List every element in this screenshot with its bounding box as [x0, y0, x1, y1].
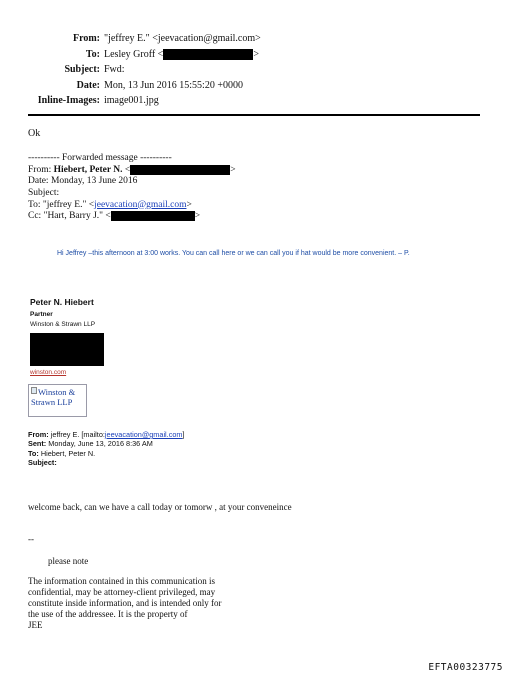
- original-from-value: jeffrey E. [mailto:: [48, 430, 105, 439]
- original-subject-label: Subject:: [28, 457, 57, 467]
- welcome-message: welcome back, can we have a call today or tomorw , at your conveneince: [28, 502, 292, 512]
- header-inline-value: image001.jpg: [104, 95, 159, 106]
- original-sent-value: Monday, June 13, 2016 8:36 AM: [46, 439, 153, 449]
- disclaimer: [28, 576, 221, 631]
- header-from-value: "jeffrey E." <jeevacation@gmail.com>: [104, 33, 261, 44]
- disclaimer-line: constitute inside information, and is intended only for: [28, 598, 222, 608]
- redaction-box: [163, 49, 253, 60]
- forwarded-from: [28, 165, 236, 177]
- broken-image-icon: [31, 387, 37, 394]
- forwarded-cc-suffix: >: [194, 211, 201, 222]
- header-from-label: From:: [72, 33, 100, 44]
- disclaimer-line: the use of the addressee. It is the property of: [28, 609, 188, 619]
- reply-message: Hi Jeffrey –this afternoon at 3:00 works. You can call here or we can call you if hat would be more convenient. – P.: [57, 250, 410, 257]
- forwarded-block: [28, 153, 236, 223]
- disclaimer-line: confidential, may be attorney-client privileged, may: [28, 587, 216, 597]
- document-id: EFTA00323775: [428, 662, 503, 673]
- original-message-header: [28, 430, 185, 467]
- disclaimer-line: JEE: [28, 620, 43, 630]
- forwarded-to-suffix: >: [186, 199, 192, 210]
- original-from: [28, 430, 185, 439]
- header-subject-value: Fwd:: [104, 64, 125, 75]
- forwarded-from-close: >: [230, 164, 236, 175]
- forwarded-to-email-link[interactable]: jeevacation@gmail.com: [94, 199, 187, 210]
- forwarded-to-prefix: To: "jeffrey E." <: [28, 199, 95, 210]
- header-date-label: Date:: [76, 79, 100, 91]
- forwarded-cc-prefix: Cc: "Hart, Barry J." <: [28, 211, 111, 222]
- body-ok: Ok: [28, 128, 41, 139]
- email-header: [0, 31, 512, 109]
- forwarded-to: [28, 200, 236, 212]
- header-subject-label: Subject:: [64, 64, 100, 75]
- forwarded-from-name: Hiebert, Peter N.: [53, 164, 123, 175]
- header-inline-row: [0, 93, 512, 109]
- logo-alt-line1: Winston &: [38, 387, 76, 397]
- header-inline-label: Inline-Images:: [37, 95, 100, 106]
- original-from-close: ]: [182, 430, 185, 439]
- forwarded-date: Date: Monday, 13 June 2016: [28, 176, 138, 187]
- logo-alt-line2: Strawn LLP: [31, 397, 73, 407]
- original-sent: [28, 439, 185, 448]
- header-to-row: [0, 47, 512, 63]
- redaction-box: [130, 165, 230, 175]
- forwarded-from-label: From:: [28, 164, 52, 175]
- signature-firm: Winston & Strawn LLP: [30, 321, 96, 328]
- signature-website-link[interactable]: winston.com: [30, 369, 67, 376]
- signature-separator: --: [28, 534, 34, 544]
- header-subject-row: [0, 62, 512, 78]
- header-divider: [28, 114, 480, 116]
- redaction-box: [30, 333, 104, 366]
- firm-logo-placeholder: [28, 384, 87, 417]
- original-from-label: From:: [28, 430, 49, 439]
- header-from-row: [0, 31, 512, 47]
- signature-name: Peter N. Hiebert: [30, 297, 94, 307]
- header-to-label: To:: [85, 48, 100, 60]
- original-from-email-link[interactable]: jeevacation@gmail.com: [104, 430, 183, 439]
- header-to-close: >: [253, 48, 259, 60]
- signature-title: Partner: [30, 311, 53, 318]
- header-to-value: [104, 47, 259, 63]
- original-subject: [28, 458, 185, 467]
- redaction-box: [111, 211, 195, 221]
- header-to-name: Lesley Groff <: [104, 48, 164, 60]
- signature-block: [30, 297, 104, 376]
- forwarded-cc: [28, 211, 236, 223]
- header-date-row: [0, 78, 512, 94]
- original-to-label: To:: [28, 448, 39, 458]
- forwarded-subject: Subject:: [28, 187, 60, 198]
- original-sent-label: Sent:: [28, 439, 47, 449]
- original-to-value: Hiebert, Peter N.: [38, 448, 96, 458]
- disclaimer-line: The information contained in this communication is: [28, 576, 215, 586]
- header-date-value: Mon, 13 Jun 2016 15:55:20 +0000: [104, 79, 243, 91]
- original-to: [28, 449, 185, 458]
- forwarded-banner: ---------- Forwarded message ----------: [28, 153, 172, 163]
- please-note: please note: [48, 556, 89, 566]
- forwarded-from-open: <: [122, 164, 131, 175]
